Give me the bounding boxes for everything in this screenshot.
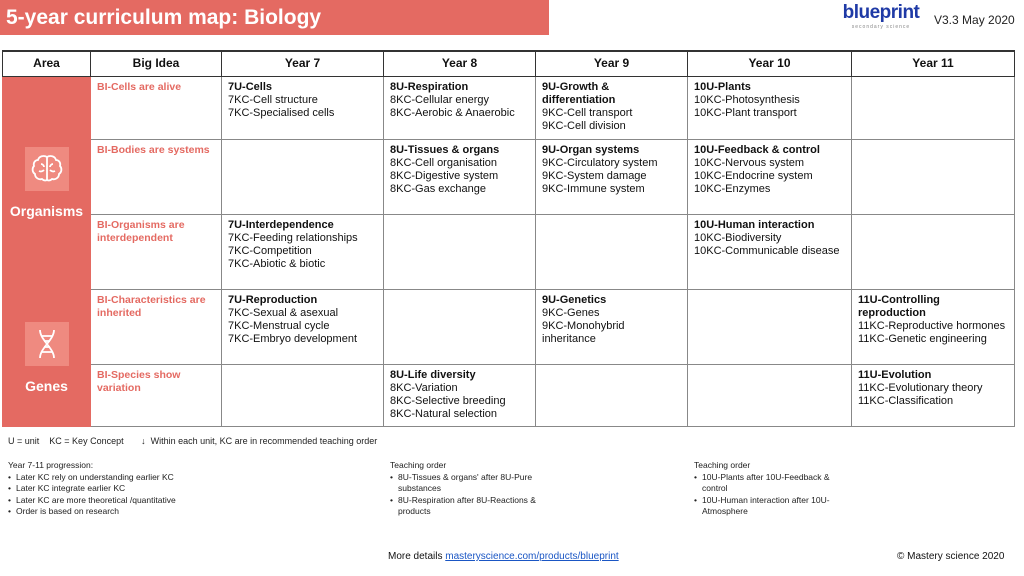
table-row (3, 289, 1015, 364)
unit-title: 8U-Life diversity (390, 368, 476, 381)
column-header: Year 8 (384, 51, 536, 76)
key-concept: 7KC-Embryo development (228, 332, 358, 345)
year-cell (852, 364, 1015, 426)
notes-item: • Order is based on research (8, 506, 228, 518)
key-concept: 8KC-Cell organisation (390, 156, 497, 169)
key-concept: 9KC-Genes (542, 306, 600, 319)
unit-title: 9U-Genetics (542, 293, 607, 306)
key-concept: 7KC-Sexual & asexual (228, 306, 339, 319)
curriculum-table (2, 50, 1015, 427)
legend-unit: U = unit (8, 436, 40, 446)
key-concept: 10KC-Plant transport (694, 106, 797, 119)
unit-title: 7U-Reproduction (228, 293, 318, 306)
notes-item: • 10U-Plants after 10U-Feedback & control (694, 472, 844, 495)
year-cell (384, 76, 536, 139)
unit-title: 9U-Organ systems (542, 143, 640, 156)
big-idea: BI-Species show variation (91, 364, 222, 426)
area-cell-organisms (3, 76, 91, 289)
year-cell (222, 76, 384, 139)
unit-title: 7U-Interdependence (228, 218, 334, 231)
key-concept: 8KC-Digestive system (390, 169, 499, 182)
key-concept: 9KC-Immune system (542, 182, 645, 195)
notes-block (390, 460, 540, 518)
notes-item: • 10U-Human interaction after 10U-Atmosphere (694, 495, 844, 518)
table-row (3, 364, 1015, 426)
key-concept: 7KC-Cell structure (228, 93, 318, 106)
table-row (3, 76, 1015, 139)
big-idea: BI-Characteristics are inherited (91, 289, 222, 364)
column-header: Year 10 (688, 51, 852, 76)
key-concept: 11KC-Classification (858, 394, 954, 407)
year-cell (536, 76, 688, 139)
legend-order: Within each unit, KC are in recommended teaching order (150, 436, 378, 446)
footer-prefix: More details (388, 551, 446, 562)
notes-block (8, 460, 228, 518)
year-cell (536, 364, 688, 426)
notes-item: • Later KC rely on understanding earlier KC (8, 472, 228, 484)
key-concept: 9KC-Circulatory system (542, 156, 658, 169)
year-cell (222, 364, 384, 426)
notes-item: • 8U-Tissues & organs' after 8U-Pure substances (390, 472, 540, 495)
key-concept: 8KC-Aerobic & Anaerobic (390, 106, 515, 119)
key-concept: 9KC-Cell transport (542, 106, 633, 119)
table-row (3, 139, 1015, 214)
table-row (3, 214, 1015, 289)
key-concept: 10KC-Nervous system (694, 156, 805, 169)
year-cell (852, 289, 1015, 364)
header-row (3, 51, 1015, 76)
big-idea: BI-Cells are alive (91, 76, 222, 139)
unit-title: 11U-Controlling reproduction (858, 293, 940, 319)
year-cell (536, 214, 688, 289)
column-header: Big Idea (91, 51, 222, 76)
column-header: Year 7 (222, 51, 384, 76)
notes-block (694, 460, 844, 518)
key-concept: 8KC-Variation (390, 381, 458, 394)
arrow-down-icon: ↓ (141, 436, 146, 446)
key-concept: 8KC-Natural selection (390, 407, 497, 420)
notes-list (390, 472, 540, 518)
unit-title: 8U-Tissues & organs (390, 143, 500, 156)
year-cell (688, 76, 852, 139)
big-idea: BI-Organisms are interdependent (91, 214, 222, 289)
key-concept: 7KC-Competition (228, 244, 312, 257)
year-cell (852, 76, 1015, 139)
unit-title: 10U-Plants (694, 80, 751, 93)
unit-title: 10U-Feedback & control (694, 143, 820, 156)
year-cell (852, 214, 1015, 289)
notes-list (694, 472, 844, 518)
key-concept: 10KC-Communicable disease (694, 244, 840, 257)
key-concept: 11KC-Reproductive hormones (858, 319, 1006, 332)
year-cell (852, 139, 1015, 214)
year-cell (384, 364, 536, 426)
column-header: Year 9 (536, 51, 688, 76)
year-cell (222, 289, 384, 364)
year-cell (688, 139, 852, 214)
key-concept: 9KC-System damage (542, 169, 647, 182)
key-concept: 10KC-Enzymes (694, 182, 771, 195)
key-concept: 8KC-Gas exchange (390, 182, 486, 195)
year-cell (384, 139, 536, 214)
column-header: Year 11 (852, 51, 1015, 76)
notes-title: Teaching order (694, 460, 751, 470)
legend (8, 436, 377, 447)
year-cell (688, 214, 852, 289)
year-cell (384, 289, 536, 364)
notes-item: • Later KC are more theoretical /quantitative (8, 495, 228, 507)
area-name: Organisms (9, 203, 84, 219)
year-cell (536, 289, 688, 364)
year-cell (384, 214, 536, 289)
key-concept: 11KC-Genetic engineering (858, 332, 987, 345)
area-name: Genes (25, 378, 68, 394)
notes-item: • 8U-Respiration after 8U-Reactions & products (390, 495, 540, 518)
blueprint-logo (836, 3, 926, 30)
unit-title: 7U-Cells (228, 80, 273, 93)
year-cell (222, 139, 384, 214)
key-concept: 10KC-Photosynthesis (694, 93, 800, 106)
year-cell (536, 139, 688, 214)
year-cell (688, 289, 852, 364)
key-concept: 7KC-Feeding relationships (228, 231, 358, 244)
key-concept: 7KC-Menstrual cycle (228, 319, 330, 332)
blueprint-link[interactable]: masteryscience.com/products/blueprint (445, 551, 619, 562)
key-concept: 7KC-Specialised cells (228, 106, 335, 119)
key-concept: 10KC-Endocrine system (694, 169, 813, 182)
key-concept: 9KC-Monohybrid inheritance (542, 319, 625, 345)
key-concept: 8KC-Cellular energy (390, 93, 490, 106)
copyright: © Mastery science 2020 (897, 551, 1005, 562)
big-idea: BI-Bodies are systems (91, 139, 222, 214)
legend-kc: KC = Key Concept (49, 436, 124, 446)
key-concept: 11KC-Evolutionary theory (858, 381, 983, 394)
brain-icon (25, 147, 69, 191)
year-cell (222, 214, 384, 289)
page-title: 5-year curriculum map: Biology (0, 0, 549, 35)
column-header: Area (3, 51, 91, 76)
logo-text: blueprint (842, 2, 920, 23)
dna-icon (25, 322, 69, 366)
unit-title: 11U-Evolution (858, 368, 932, 381)
key-concept: 8KC-Selective breeding (390, 394, 506, 407)
unit-title: 9U-Growth & differentiation (542, 80, 616, 106)
year-cell (688, 364, 852, 426)
key-concept: 10KC-Biodiversity (694, 231, 782, 244)
notes-list (8, 472, 228, 518)
area-cell-genes (3, 289, 91, 426)
logo-subtext: secondary science (851, 24, 911, 30)
unit-title: 10U-Human interaction (694, 218, 815, 231)
footer (388, 551, 619, 563)
notes-title: Teaching order (390, 460, 447, 470)
key-concept: 7KC-Abiotic & biotic (228, 257, 326, 270)
version-label: V3.3 May 2020 (934, 13, 1015, 27)
notes-item: • Later KC integrate earlier KC (8, 483, 228, 495)
notes-title: Year 7-11 progression: (8, 460, 94, 470)
key-concept: 9KC-Cell division (542, 119, 626, 132)
unit-title: 8U-Respiration (390, 80, 469, 93)
